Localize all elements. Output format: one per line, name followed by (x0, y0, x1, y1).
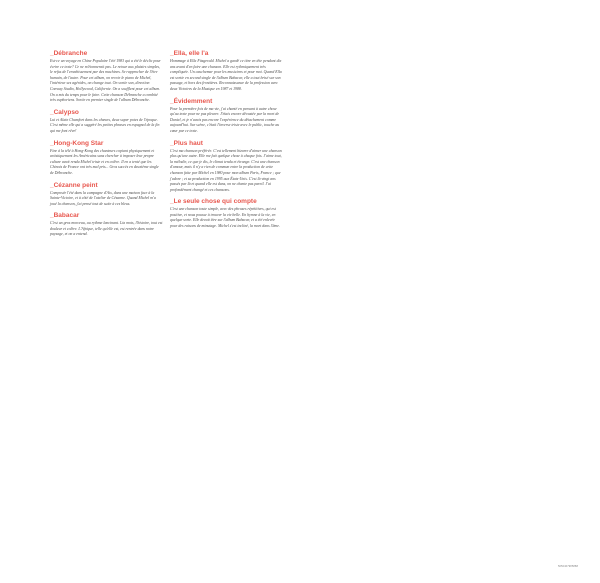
section-evidemment (170, 98, 283, 135)
section-title: _Le seule chose qui compte (170, 198, 257, 206)
section-title: _Hong-Kong Star (50, 139, 104, 147)
section-title: _Plus haut (170, 139, 203, 147)
section-body: Fine à la télé à Hong-Kong des chanteurs copiant physiquement et artistiquement les Américains sans chercher à imposer leur propre culture avait rendu Michel triste et en colère. Il en a tenté que les Chinois de France ont très mal pris... Gros succès en deuxième single de Débranche. (50, 148, 159, 175)
right-column (170, 50, 283, 235)
section-title: _Ella, elle l'a (170, 50, 209, 57)
section-ella-elle-la (170, 50, 283, 93)
section-body: C'est ma chanson préférée. C'est tellement bizarre d'aimer une chanson plus qu'une autre. Elle me fait quelque chose à chaque fois. J'aime tout, la mélodie, ce que je dis, le climat tendu et étrange. C'est une chanson d'amour, mais il n'y a rien de commun entre la production de cette chanson faite par Michel en 1980 pour mon album Paris, France ; que j'adore ; et sa production en 1995 aux États-Unis. C'est là vingt ans passés par là et quand elle est dans, on ne chante pas pareil. J'ai profondément changé et ces chansons. (170, 148, 282, 192)
section-title: _Babacar (50, 212, 80, 220)
section-babacar (50, 212, 163, 238)
section-body: Pour la première fois de ma vie, j'ai chanté en pensant à autre chose qu'au texte pour ne pas pleurer. J'étais encore dévastée par la mort de Daniel, et je n'avais pas encore l'expérience du détachement comme aujourd'hui. Sur scène, c'était l'inverse triste avec le public, touche au cœur par ce texte. (170, 106, 280, 133)
section-body: C'est un gros morceau, au rythme lancinant. Lia mots, l'histoire, tout est douleur et colère. L'Afrique, telle qu'elle est, est rentrée dans notre paysage, et on a entend. (50, 221, 163, 237)
section-title: _Cézanne peint (50, 181, 98, 189)
section-body: Lui et Alain Chamfort dans les chœurs, deux super potes de l'époque. C'est même elle qui a suggéré les petites phrases en espagnol de la fin qui me font rêve! (50, 117, 160, 133)
section-body: Est-ce un voyage en Chine Populaire l'été 1983 qui a été le déclic pour écrire ce texte? Ce ne m'étonnerait pas. Le retour aux plaisirs simples, le refus de l'envahissement par des machines. Se rapprocher de l'être humain, de l'autre. Pour cet album, on revoir le piano de Michel, l'intérieur ses agérides, on change tout. On sortie son, direction Conway Studio, Hollywood, Californie. On a soufflent pour cet album. On a mis du temps pour le faire. Cette chanson Débranche a combité très euphoriens. Sortie en premier single de l'album Débranche. (50, 59, 161, 103)
left-column (50, 50, 163, 243)
section-body: Hommage à Ella Fitzgerald. Michel a gardé ce titre en tête pendant dix ans avant d'en faire une chanson. Elle est rythmiquement très compliquée. Un cauchemar pour les musiciens et pour moi. Quand Ella est sortie en second single de l'album Babacar, elle a tout brisé sur son passage, et hors des frontières. Reconnaissance de la profession avec deux Victoires de la Musique en 1987 et 1988. (170, 59, 282, 91)
section-body: C'est une chanson toute simple, avec des phrases répétitives, qui est positive, et nous pousse à trouver la vie belle. En hymne à la vie, en quelque sorte. Elle devait être sur l'album Babacar, et a été enlevée pour des raisons de minutage. Michel s'est incliné, la mort dans l'âme. (170, 207, 280, 229)
section-title: _Débranche (50, 50, 88, 57)
section-calypso (50, 109, 163, 135)
section-debranche (50, 50, 163, 104)
section-title: _Évidemment (170, 97, 213, 105)
section-hong-kong-star (50, 140, 163, 177)
section-body: Composée l'été dans la campagne d'Aix, dans une maison face à la Sainte-Victoire, et à côté de l'atelier de Cézanne. Quand Michel m'a joué la chanson, j'ai pensé tout de suite à ces bleus. (50, 190, 156, 206)
section-la-seule-chose-qui-compte (170, 198, 283, 229)
catalog-number: 5050467985888 (557, 565, 578, 568)
section-plus-haut (170, 140, 283, 194)
section-title: _Calypso (50, 108, 79, 116)
section-cezanne-peint (50, 182, 163, 208)
